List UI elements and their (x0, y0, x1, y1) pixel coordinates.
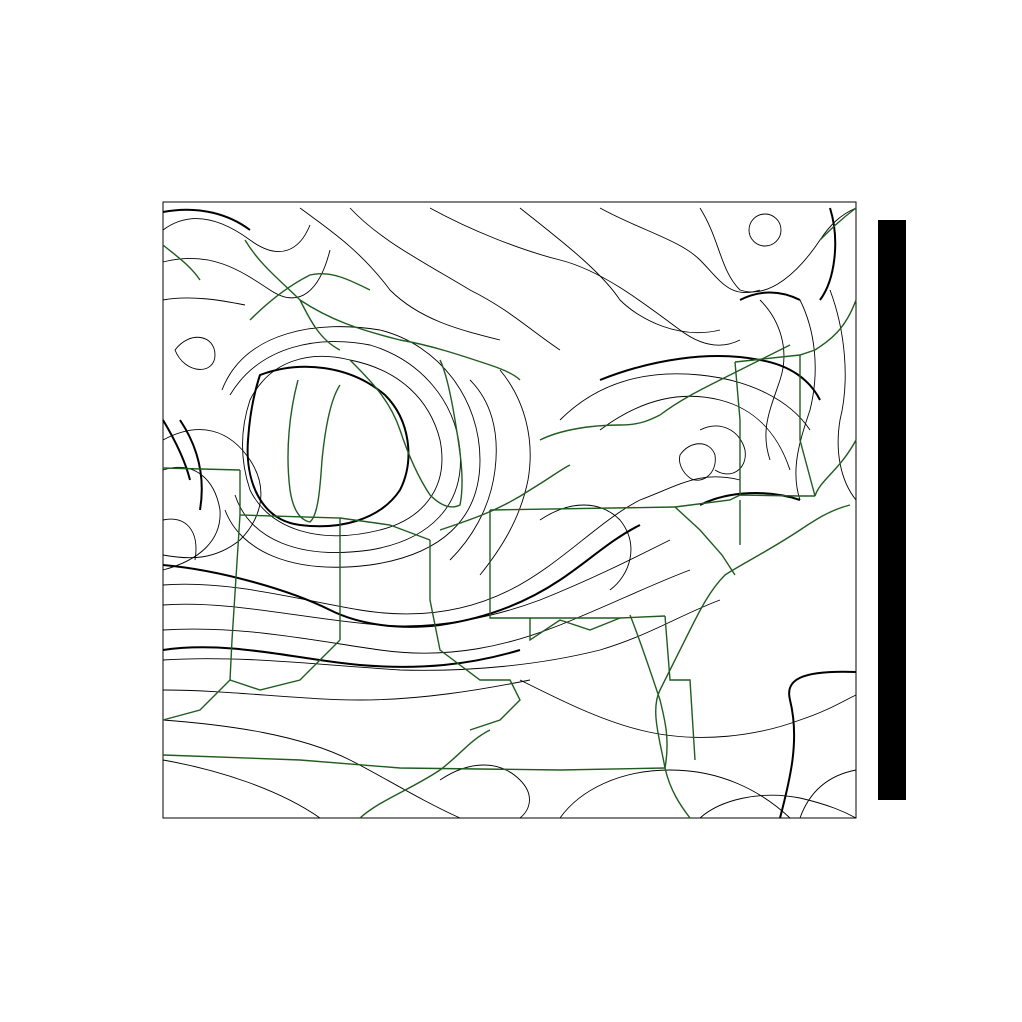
colorbar (878, 220, 906, 800)
